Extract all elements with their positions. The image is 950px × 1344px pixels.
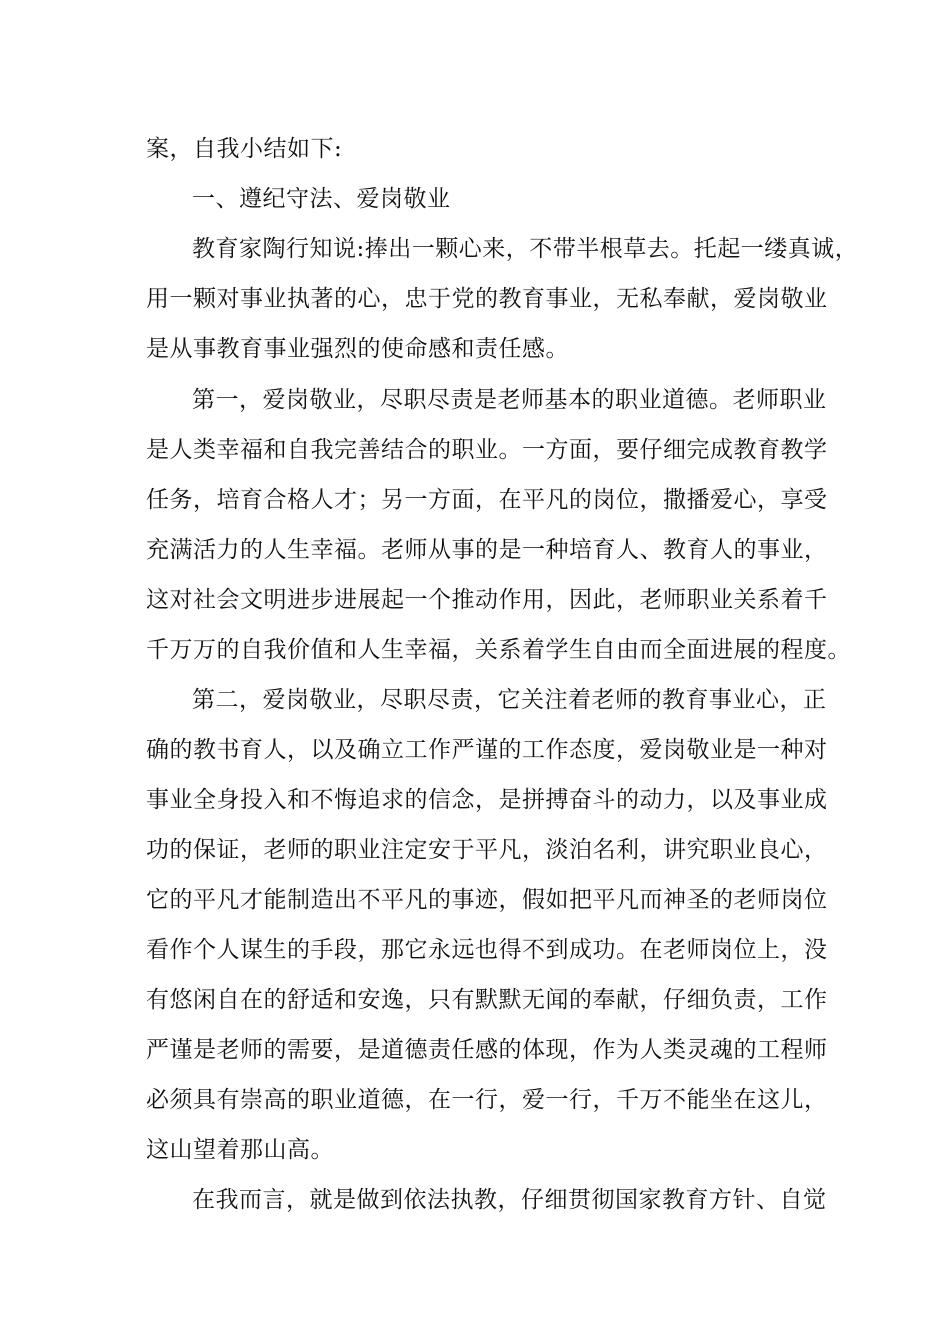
text-line: 有悠闲自在的舒适和安逸，只有默默无闻的奉献，仔细负责，工作 (146, 987, 828, 1013)
text-line: 确的教书育人，以及确立工作严谨的工作态度，爱岗敬业是一种对 (146, 737, 828, 763)
text-line: 它的平凡才能制造出不平凡的事迹，假如把平凡而神圣的老师岗位 (146, 887, 828, 913)
text-line: 案，自我小结如下: (146, 136, 343, 162)
text-line: 第二，爱岗敬业，尽职尽责，它关注着老师的教育事业心，正 (192, 687, 827, 713)
text-line: 事业全身投入和不悔追求的信念，是拼搏奋斗的动力，以及事业成 (146, 787, 828, 813)
text-line: 千万万的自我价值和人生幸福，关系着学生自由而全面进展的程度。 (146, 637, 851, 663)
text-line: 是从事教育事业强烈的使命感和责任感。 (146, 336, 569, 362)
section-heading: 一、遵纪守法、爱岗敬业 (192, 186, 451, 212)
text-line: 在我而言，就是做到依法执教，仔细贯彻国家教育方针、自觉 (192, 1187, 827, 1213)
text-line: 教育家陶行知说:捧出一颗心来，不带半根草去。托起一缕真诚， (192, 236, 859, 262)
text-line: 任务，培育合格人才；另一方面，在平凡的岗位，撒播爱心，享受 (146, 487, 828, 513)
text-line: 这山望着那山高。 (146, 1137, 334, 1163)
text-line: 第一，爱岗敬业，尽职尽责是老师基本的职业道德。老师职业 (192, 387, 827, 413)
text-line: 用一颗对事业执著的心，忠于党的教育事业，无私奉献，爱岗敬业 (146, 286, 828, 312)
text-line: 必须具有崇高的职业道德，在一行，爱一行，千万不能坐在这儿， (146, 1087, 828, 1113)
text-line: 是人类幸福和自我完善结合的职业。一方面，要仔细完成教育教学 (146, 437, 828, 463)
text-line: 这对社会文明进步进展起一个推动作用，因此，老师职业关系着千 (146, 587, 828, 613)
text-line: 看作个人谋生的手段，那它永远也得不到成功。在老师岗位上，没 (146, 937, 828, 963)
text-line: 严谨是老师的需要，是道德责任感的体现，作为人类灵魂的工程师 (146, 1037, 828, 1063)
text-line: 充满活力的人生幸福。老师从事的是一种培育人、教育人的事业， (146, 537, 828, 563)
text-line: 功的保证，老师的职业注定安于平凡，淡泊名利，讲究职业良心， (146, 837, 828, 863)
